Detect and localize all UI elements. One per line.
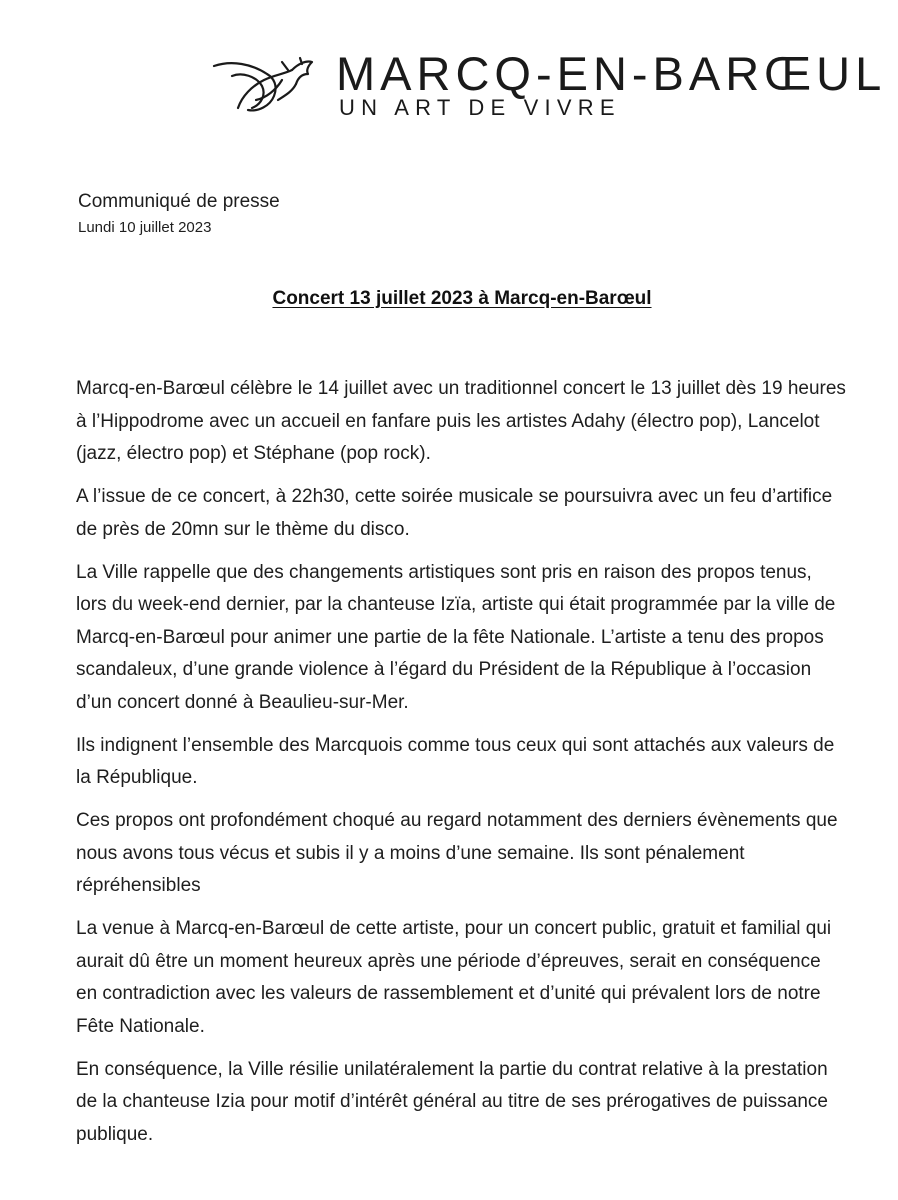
body-paragraph: Ces propos ont profondément choqué au regard notamment des derniers évènements que nous avons tous vécus et subis il y a moins d’une semaine. Ils sont pénalement répréhensibles [76,810,838,896]
document-title: Concert 13 juillet 2023 à Marcq-en-Barœul [272,288,652,309]
body-paragraph: A l’issue de ce concert, à 22h30, cette soirée musicale se poursuivra avec un feu d’artifice de près de 20mn sur le thème du disco. [76,486,833,540]
horse-line-art-icon [212,56,318,114]
body-paragraph: Marcq-en-Barœul célèbre le 14 juillet avec un traditionnel concert le 13 juillet dès 19 heures à l’Hippodrome avec un accueil en fanfare puis les artistes Adahy (électro pop), Lancelot (jazz, électro pop) et Stéphane (pop rock). [76,378,846,464]
body-paragraph: En conséquence, la Ville résilie unilatéralement la partie du contrat relative à la prestation de la chanteuse Izia pour motif d’intérêt général au titre de ses prérogatives de puissance publique. [76,1058,829,1145]
brand-name: MARCQ-EN-BARŒUL [336,47,887,100]
body-paragraph: La venue à Marcq-en-Barœul de cette artiste, pour un concert public, gratuit et familial qui aurait dû être un moment heureux après une période d’épreuves, serait en conséquence en contradiction avec les valeurs de rassemblement et d’unité qui prévalent lors de notre Fête Nationale. [76,918,832,1037]
document-date: Lundi 10 juillet 2023 [78,219,212,236]
brand-tagline: UN ART DE VIVRE [339,95,621,120]
document-type: Communiqué de presse [78,191,280,212]
body-paragraph: Ils indignent l’ensemble des Marcquois comme tous ceux qui sont attachés aux valeurs de la République. [76,734,835,788]
document-body [76,373,846,1162]
body-paragraph: La Ville rappelle que des changements artistiques sont pris en raison des propos tenus, lors du week-end dernier, par la chanteuse Izïa, artiste qui était programmée par la ville de Marcq-en-Barœul pour animer une partie de la fête Nationale. L’artiste a tenu des propos scandaleux, d’une grande violence à l’égard du Président de la République à l’occasion d’un concert donné à Beaulieu-sur-Mer. [76,561,836,713]
